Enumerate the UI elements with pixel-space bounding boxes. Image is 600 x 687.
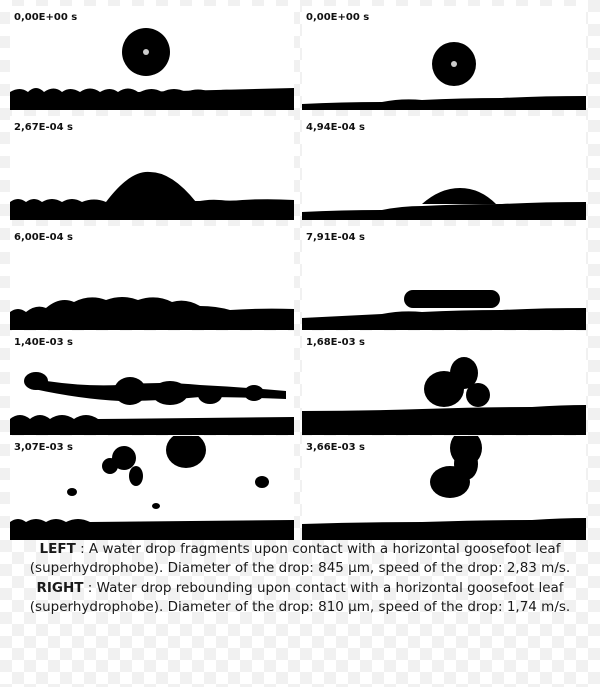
time-label: 3,07E-03 s — [14, 442, 74, 453]
time-label: 4,94E-04 s — [306, 122, 366, 133]
frame-left-5 — [10, 436, 294, 540]
caption-left — [0, 540, 600, 578]
caption-left-label: LEFT — [39, 541, 76, 557]
frame-image — [10, 331, 294, 435]
time-label: 3,66E-03 s — [306, 442, 366, 453]
time-label: 1,68E-03 s — [306, 337, 366, 348]
time-label: 0,00E+00 s — [306, 12, 370, 23]
frame-image — [10, 226, 294, 330]
caption-right — [0, 579, 600, 617]
frame-right-5 — [302, 436, 586, 540]
frame-left-2 — [10, 116, 294, 220]
frame-left-1 — [10, 6, 294, 110]
frame-image — [10, 6, 294, 110]
time-label: 7,91E-04 s — [306, 232, 366, 243]
frame-right-4 — [302, 331, 586, 435]
caption-right-label: RIGHT — [36, 580, 84, 596]
caption-right-text: : Water drop rebounding upon contact with a horizontal goosefoot leaf (superhydrophobe). Diameter of the drop: 810 µm, speed of the drop: 1,74 m/s. — [29, 580, 571, 615]
time-label: 1,40E-03 s — [14, 337, 74, 348]
frame-right-1 — [302, 6, 586, 110]
frame-right-2 — [302, 116, 586, 220]
frame-right-3 — [302, 226, 586, 330]
time-label: 6,00E-04 s — [14, 232, 74, 243]
frame-image — [302, 436, 586, 540]
frame-image — [302, 331, 586, 435]
caption-left-text: : A water drop fragments upon contact with a horizontal goosefoot leaf (superhydrophobe). Diameter of the drop: 845 µm, speed of the drop: 2,83 m/s. — [29, 541, 571, 576]
frame-image — [10, 436, 294, 540]
figure-caption — [0, 540, 600, 618]
frame-left-4 — [10, 331, 294, 435]
frame-image — [302, 116, 586, 220]
frame-image — [10, 116, 294, 220]
frame-image — [302, 226, 586, 330]
frame-image — [302, 6, 586, 110]
time-label: 2,67E-04 s — [14, 122, 74, 133]
time-label: 0,00E+00 s — [14, 12, 78, 23]
frame-left-3 — [10, 226, 294, 330]
